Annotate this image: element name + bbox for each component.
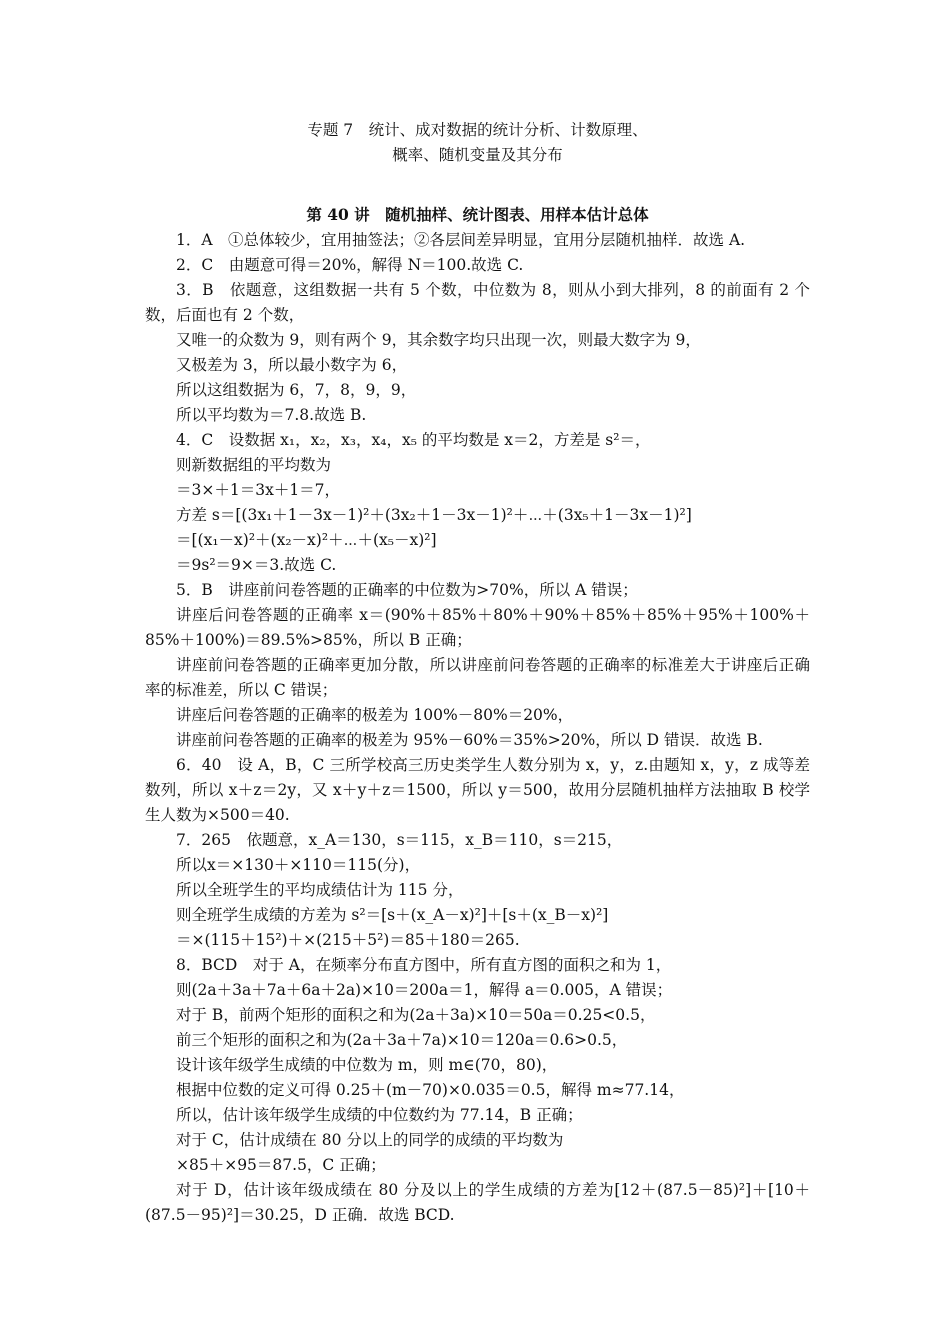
solution-paragraph: 1．A ①总体较少，宜用抽签法；②各层间差异明显，宜用分层随机抽样．故选 A. [176, 231, 746, 249]
chapter-title [145, 118, 810, 168]
lecture-title: 第 40 讲 随机抽样、统计图表、用样本估计总体 [306, 205, 649, 224]
solution-paragraph: 对于 B，前两个矩形的面积之和为(2a＋3a)×10＝50a＝0.25<0.5， [176, 1006, 656, 1024]
solution-paragraph: 根据中位数的定义可得 0.25＋(m－70)×0.035＝0.5，解得 m≈77.14， [176, 1081, 685, 1099]
solution-paragraph: 讲座前问卷答题的正确率更加分散，所以讲座前问卷答题的正确率的标准差大于讲座后正确率的标准差，所以 C 错误； [145, 656, 810, 699]
solution-paragraph: 讲座后问卷答题的正确率的极差为 100%－80%＝20%， [176, 706, 574, 724]
solution-paragraph: 所以，估计该年级学生成绩的中位数约为 77.14，B 正确； [176, 1106, 583, 1124]
solution-paragraph: ＝3×＋1＝3x＋1＝7， [176, 481, 341, 499]
solution-paragraph: 所以x＝×130＋×110＝115(分)， [176, 856, 421, 874]
chapter-title-line-1: 专题 7 统计、成对数据的统计分析、计数原理、 [307, 121, 648, 139]
solutions-body [145, 228, 810, 1228]
solution-paragraph: ＝9s²＝9×＝3.故选 C. [176, 556, 337, 574]
solution-paragraph: 5．B 讲座前问卷答题的正确率的中位数为>70%，所以 A 错误； [176, 581, 638, 599]
solution-paragraph: 7．265 依题意，x_A＝130，s＝115，x_B＝110，s＝215， [176, 831, 623, 849]
document-page [145, 118, 810, 1228]
solution-paragraph: 又极差为 3，所以最小数字为 6， [176, 356, 408, 374]
solution-paragraph: 前三个矩形的面积之和为(2a＋3a＋7a)×10＝120a＝0.6>0.5， [176, 1031, 628, 1049]
solution-paragraph: 设计该年级学生成绩的中位数为 m，则 m∈(70，80)， [176, 1056, 558, 1074]
solution-paragraph: 则全班学生成绩的方差为 s²＝[s＋(x_A－x)²]＋[s＋(x_B－x)²] [176, 906, 609, 924]
solution-paragraph: 所以平均数为＝7.8.故选 B. [176, 406, 367, 424]
solution-paragraph: 则新数据组的平均数为 [176, 456, 332, 474]
solution-paragraph: ×85＋×95＝87.5，C 正确； [176, 1156, 386, 1174]
solution-paragraph: 方差 s＝[(3x₁＋1－3x－1)²＋(3x₂＋1－3x－1)²＋⋯＋(3x₅＋1－3x－1)²] [176, 506, 692, 524]
solution-paragraph: 所以全班学生的平均成绩估计为 115 分， [176, 881, 464, 899]
solution-paragraph: 4．C 设数据 x₁，x₂，x₃，x₄，x₅ 的平均数是 x＝2，方差是 s²＝， [176, 431, 651, 449]
solution-paragraph: 所以这组数据为 6，7，8，9，9， [176, 381, 417, 399]
solution-paragraph: ＝[(x₁－x)²＋(x₂－x)²＋⋯＋(x₅－x)²] [176, 531, 437, 549]
chapter-title-line-2: 概率、随机变量及其分布 [392, 146, 563, 164]
solution-paragraph: 讲座前问卷答题的正确率的极差为 95%－60%＝35%>20%，所以 D 错误．故选 B. [176, 731, 763, 749]
solution-paragraph: ＝×(115＋15²)＋×(215＋5²)＝85＋180＝265. [176, 931, 520, 949]
solution-paragraph: 则(2a＋3a＋7a＋6a＋2a)×10＝200a＝1，解得 a＝0.005，A 错误； [176, 981, 673, 999]
solution-paragraph: 2．C 由题意可得＝20%，解得 N＝100.故选 C. [176, 256, 524, 274]
solution-paragraph: 3．B 依题意，这组数据一共有 5 个数，中位数为 8，则从小到大排列，8 的前面有 2 个数，后面也有 2 个数， [145, 281, 810, 324]
solution-paragraph: 对于 C，估计成绩在 80 分以上的同学的成绩的平均数为 [176, 1131, 564, 1149]
solution-paragraph: 讲座后问卷答题的正确率 x＝(90%＋85%＋80%＋90%＋85%＋85%＋95%＋100%＋85%＋100%)＝89.5%>85%，所以 B 正确； [145, 606, 810, 649]
solution-paragraph: 6．40 设 A，B，C 三所学校高三历史类学生人数分别为 x，y，z.由题知 x，y，z 成等差数列，所以 x＋z＝2y，又 x＋y＋z＝1500，所以 y＝500，故用分层随机抽样方法抽取 B 校学生人数为×500＝40. [145, 756, 810, 824]
solution-paragraph: 又唯一的众数为 9，则有两个 9，其余数字均只出现一次，则最大数字为 9， [176, 331, 701, 349]
solution-paragraph: 对于 D，估计该年级成绩在 80 分及以上的学生成绩的方差为[12＋(87.5－85)²]＋[10＋(87.5－95)²]＝30.25，D 正确．故选 BCD. [145, 1181, 810, 1224]
solution-paragraph: 8．BCD 对于 A，在频率分布直方图中，所有直方图的面积之和为 1， [176, 956, 672, 974]
